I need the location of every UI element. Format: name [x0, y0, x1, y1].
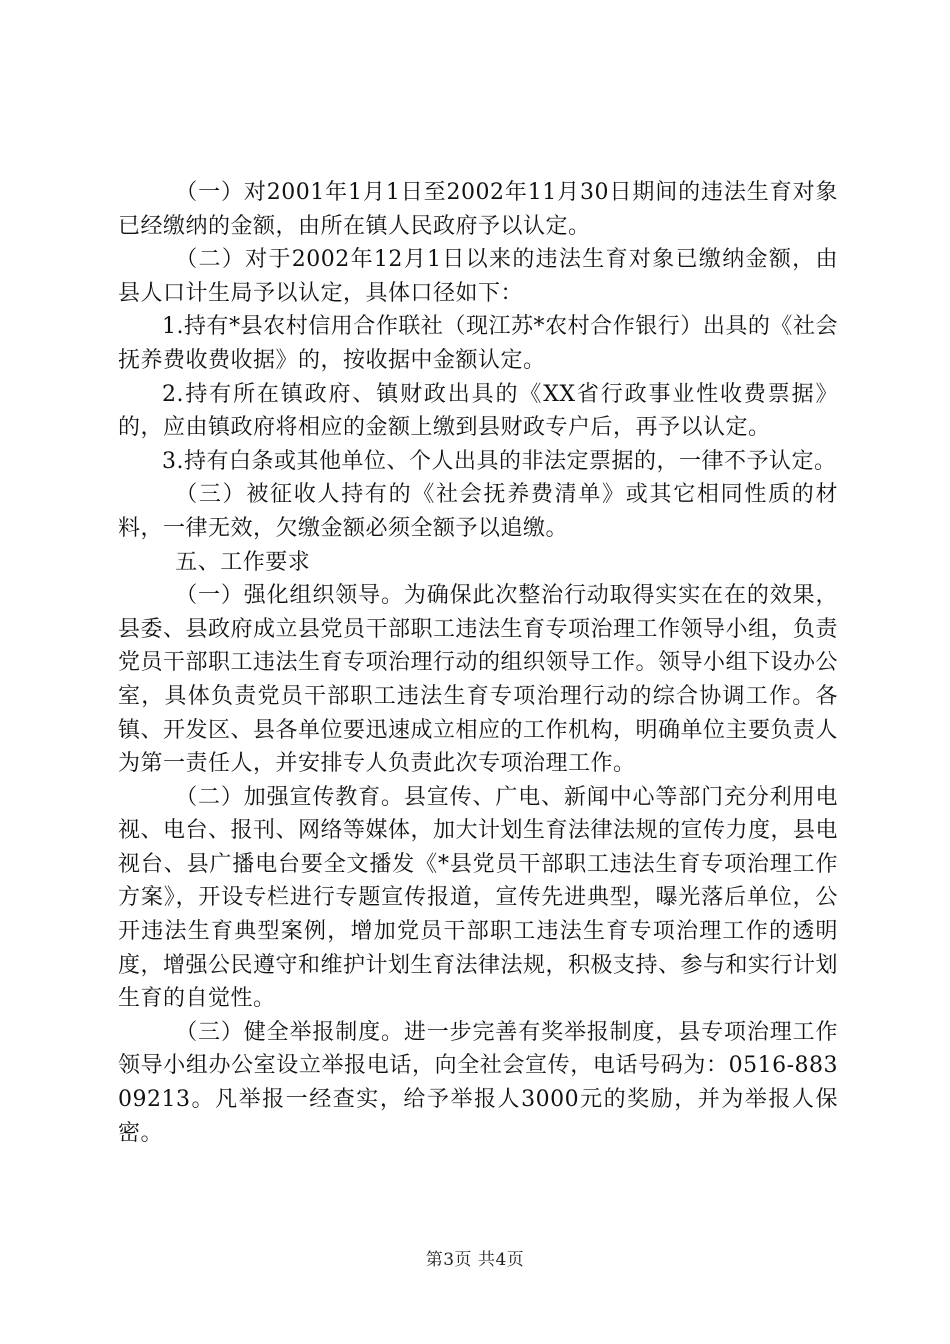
document-body: [118, 176, 838, 1150]
paragraph-item-2-fee-bill: 2.持有所在镇政府、镇财政出具的《XX省行政事业性收费票据》的，应由镇政府将相应的金额上缴到县财政专户后，再予以认定。: [118, 381, 838, 441]
paragraph-organization-leadership: （一）强化组织领导。为确保此次整治行动取得实实在在的效果，县委、县政府成立县党员干部职工违法生育专项治理工作领导小组，负责党员干部职工违法生育专项治理行动的组织领导工作。领导小组下设办公室，具体负责党员干部职工违法生育专项治理行动的综合协调工作。各镇、开发区、县各单位要迅速成立相应的工作机构，明确单位主要负责人为第一责任人，并安排专人负责此次专项治理工作。: [118, 583, 839, 777]
paragraph-item-1-receipt: 1.持有*县农村信用合作联社（现江苏*农村合作银行）出具的《社会抚养费收费收据》的，按收据中金额认定。: [118, 314, 838, 373]
paragraph-confirm-2001-2002: （一）对2001年1月1日至2002年11月30日期间的违法生育对象已经缴纳的金额，由所在镇人民政府予以认定。: [118, 180, 838, 239]
section-heading-work-requirements: 五、工作要求: [175, 549, 311, 575]
paragraph-invalid-list: （三）被征收人持有的《社会抚养费清单》或其它相同性质的材料，一律无效，欠缴金额必须全额予以追缴。: [118, 482, 838, 541]
paragraph-publicity-education: （二）加强宣传教育。县宣传、广电、新闻中心等部门充分利用电视、电台、报刊、网络等媒体，加大计划生育法律法规的宣传力度，县电视台、县广播电台要全文播发《*县党员干部职工违法生育专项治理工作方案》，开设专栏进行专题宣传报道，宣传先进典型，曝光落后单位，公开违法生育典型案例，增加党员干部职工违法生育专项治理工作的透明度，增强公民遵守和维护计划生育法律法规，积极支持、参与和实行计划生育的自觉性。: [118, 784, 839, 1012]
paragraph-item-3-invalid-notes: 3.持有白条或其他单位、个人出具的非法定票据的，一律不予认定。: [162, 448, 837, 474]
page-number-footer: 第3页 共4页: [425, 1250, 525, 1270]
paragraph-confirm-since-2002: （二）对于2002年12月1日以来的违法生育对象已缴纳金额，由县人口计生局予以认定，具体口径如下：: [118, 247, 838, 306]
paragraph-reporting-system: （三）健全举报制度。进一步完善有奖举报制度，县专项治理工作领导小组办公室设立举报电话，向全社会宣传，电话号码为：0516-88309213。凡举报一经查实，给予举报人3000元的奖励，并为举报人保密。: [118, 1019, 838, 1146]
